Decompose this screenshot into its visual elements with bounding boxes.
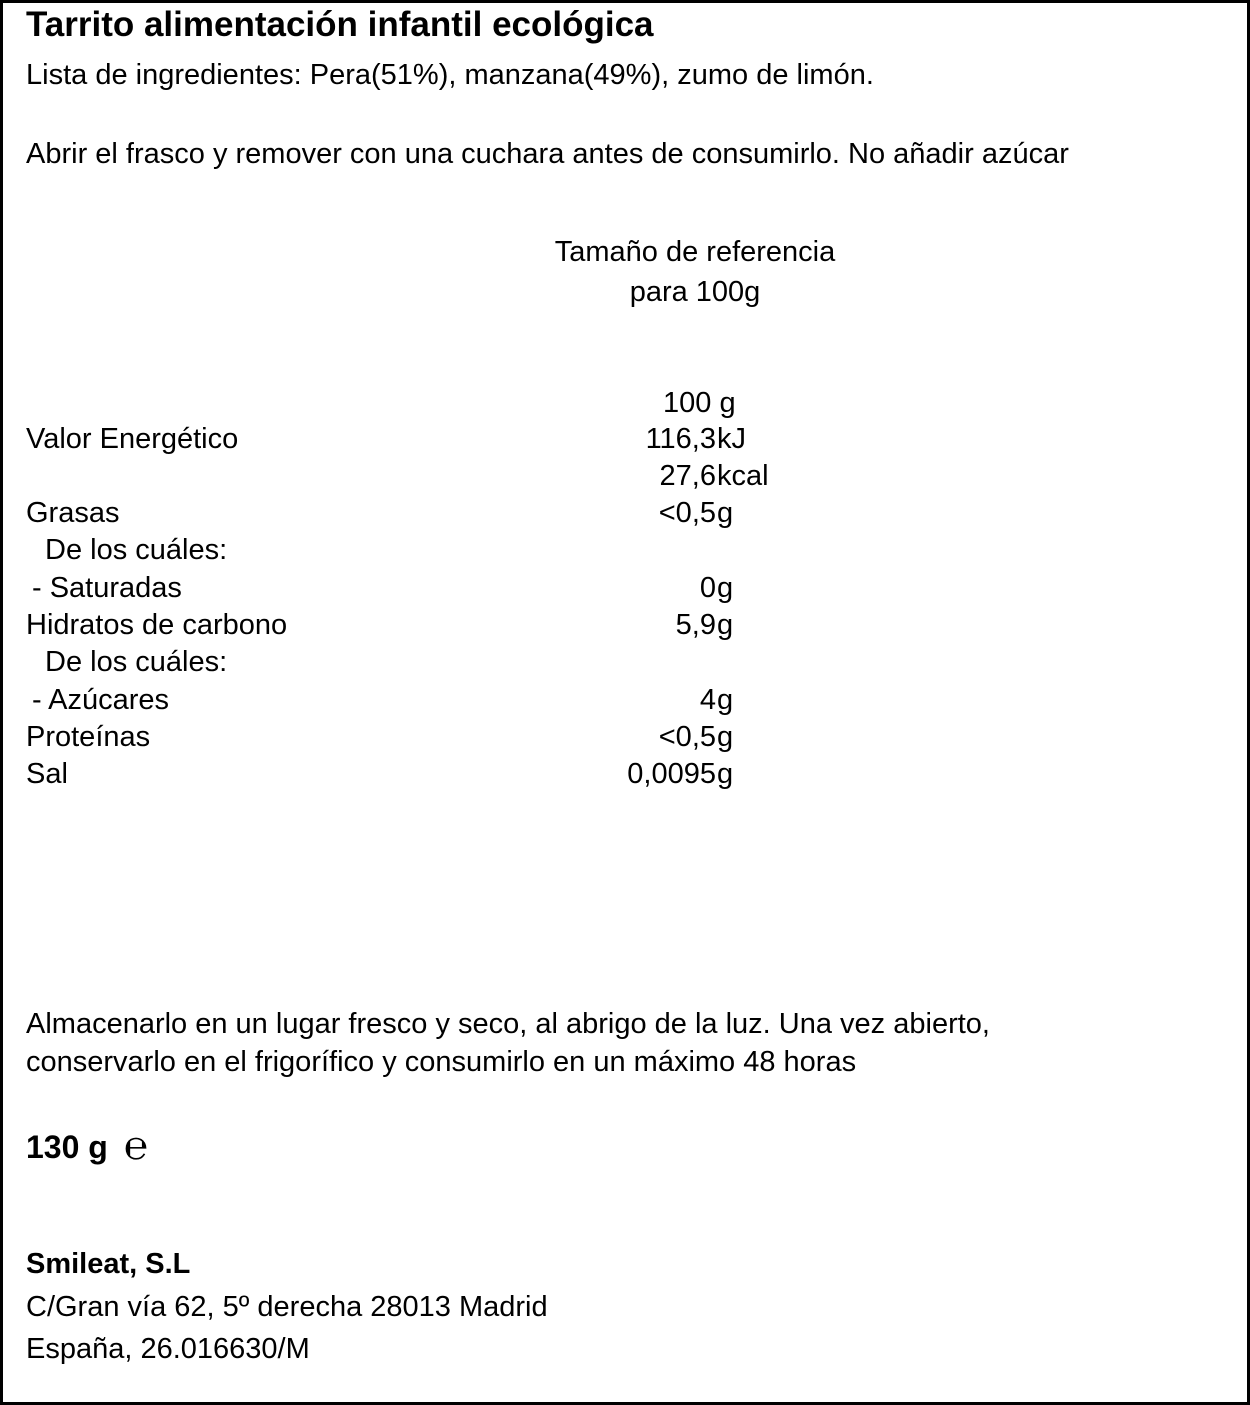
nutrient-sublabel-of-which-carbs: De los cuáles: xyxy=(45,646,228,678)
nutrient-value-energy-kj: 116,3 xyxy=(645,423,716,455)
nutrient-unit-fat: g xyxy=(717,497,734,529)
product-title: Tarrito alimentación infantil ecológica xyxy=(26,5,654,44)
nutrient-label-sugars: - Azúcares xyxy=(32,684,169,716)
nutrition-column-header: 100 g xyxy=(663,387,736,419)
nutrient-value-saturated: 0 xyxy=(699,572,716,604)
nutrient-value-fat: <0,5 xyxy=(658,497,716,529)
preparation-instructions: Abrir el frasco y remover con una cuchara antes de consumirlo. No añadir azúcar xyxy=(26,138,1069,170)
nutrient-label-fat: Grasas xyxy=(26,497,120,529)
reference-size-line2: para 100g xyxy=(629,276,761,308)
nutrient-unit-kcal: kcal xyxy=(717,460,769,492)
nutrient-label-protein: Proteínas xyxy=(26,721,151,753)
company-address: C/Gran vía 62, 5º derecha 28013 Madrid xyxy=(26,1291,548,1323)
nutrient-unit-protein: g xyxy=(717,721,734,753)
nutrient-sublabel-of-which-fat: De los cuáles: xyxy=(45,534,228,566)
nutrient-label-saturated: - Saturadas xyxy=(32,572,182,604)
company-name: Smileat, S.L xyxy=(26,1248,191,1280)
nutrient-label-carbs: Hidratos de carbono xyxy=(26,609,288,641)
nutrient-unit-carbs: g xyxy=(717,609,734,641)
nutrient-value-protein: <0,5 xyxy=(658,721,716,753)
nutrient-value-carbs: 5,9 xyxy=(675,609,716,641)
nutrient-label-salt: Sal xyxy=(26,758,68,790)
company-country-registry: España, 26.016630/M xyxy=(26,1333,310,1365)
storage-instructions-line2: conservarlo en el frigorífico y consumirlo en un máximo 48 horas xyxy=(26,1046,857,1078)
nutrient-value-energy-kcal: 27,6 xyxy=(659,460,716,492)
storage-instructions-line1: Almacenarlo en un lugar fresco y seco, al abrigo de la luz. Una vez abierto, xyxy=(26,1008,990,1040)
nutrient-unit-salt: g xyxy=(717,758,734,790)
nutrient-unit-saturated: g xyxy=(717,572,734,604)
nutrient-unit-kj: kJ xyxy=(717,423,746,455)
nutrient-label-energy: Valor Energético xyxy=(26,423,239,455)
net-weight: 130 g xyxy=(26,1129,108,1165)
estimated-sign-icon: ℮ xyxy=(124,1123,149,1169)
nutrient-value-sugars: 4 xyxy=(699,684,716,716)
ingredients-list: Lista de ingredientes: Pera(51%), manzana(49%), zumo de limón. xyxy=(26,59,874,91)
reference-size-line1: Tamaño de referencia xyxy=(554,236,836,268)
nutrient-unit-sugars: g xyxy=(717,684,734,716)
nutrient-value-salt: 0,0095 xyxy=(627,758,716,790)
